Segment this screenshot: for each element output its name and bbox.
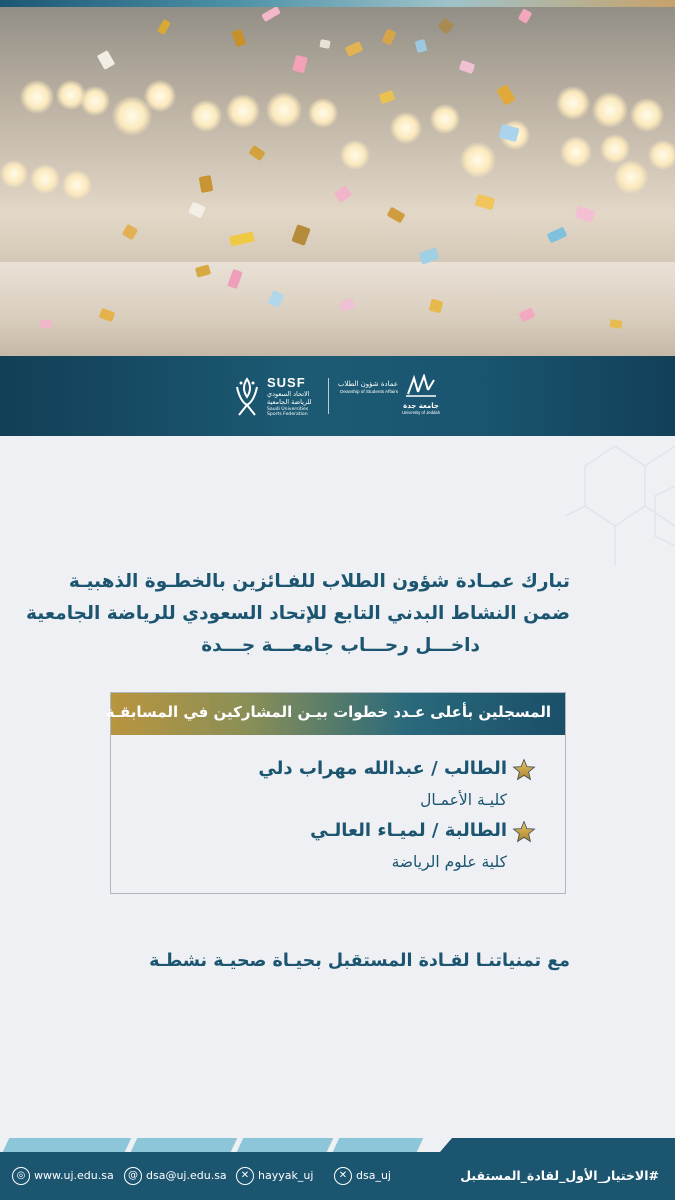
confetti [574, 205, 595, 222]
star-icon [512, 820, 536, 844]
intro-line-1: تبارك عمـادة شؤون الطلاب للفـائزين بالخطـوة الذهبيـة [68, 571, 570, 592]
footer-hashtag: #الاختيار_الأول_لقادة_المستقبل [460, 1168, 659, 1183]
bokeh-light [340, 140, 370, 170]
confetti [547, 227, 568, 244]
star-icon [512, 758, 536, 782]
confetti [229, 232, 255, 247]
hero-image [0, 0, 675, 356]
confetti [496, 84, 515, 106]
x-link-hayyak[interactable] [236, 1166, 313, 1186]
footer-bar [0, 1152, 675, 1200]
x-link-dsa[interactable] [334, 1166, 391, 1186]
winner-2-name: الطالبة / لميـاء العالـي [310, 820, 507, 841]
dsa-arabic-name: عمادة شؤون الطلاب [337, 380, 398, 388]
winner-1-name: الطالب / عبدالله مهراب دلي [258, 758, 507, 779]
susf-english-name: Saudi Universities Sports Federation [267, 407, 309, 417]
confetti [415, 39, 428, 53]
susf-acronym: SUSF [267, 375, 306, 390]
dsa-english-name: Deanship of Students Affairs [340, 389, 398, 394]
confetti [518, 8, 533, 23]
bokeh-light [560, 136, 592, 168]
x-handle-1-text: hayyak_uj [258, 1169, 314, 1182]
uj-logo [400, 374, 442, 418]
bokeh-light [460, 142, 496, 178]
confetti [334, 185, 352, 203]
bokeh-light [592, 92, 628, 128]
at-icon: @ [124, 1167, 142, 1185]
susf-arabic-name: الاتحاد السعودي للرياضة الجامعية [267, 390, 312, 406]
susf-emblem-icon [233, 375, 261, 417]
website-link[interactable] [12, 1166, 114, 1186]
bokeh-light [62, 170, 92, 200]
bokeh-light [630, 98, 664, 132]
bokeh-light [266, 92, 302, 128]
bokeh-light [600, 134, 630, 164]
winner-2 [310, 819, 507, 873]
confetti [382, 29, 397, 46]
confetti [261, 6, 281, 22]
susf-logo [233, 373, 323, 419]
footer-tabs-decoration [0, 1138, 420, 1152]
confetti [292, 55, 308, 74]
bokeh-light [556, 86, 590, 120]
bokeh-light [0, 160, 28, 188]
x-handle-2-text: dsa_uj [356, 1169, 391, 1182]
bokeh-light [648, 140, 675, 170]
confetti [199, 175, 214, 193]
winner-1-college: كليـة الأعمـال [420, 791, 507, 809]
footer-hashtag-tab [440, 1138, 675, 1152]
congratulation-text [26, 566, 570, 662]
winner-1 [258, 757, 507, 811]
corner-pattern-decoration [555, 436, 675, 586]
top-accent-stripe [0, 0, 675, 7]
dsa-logo [336, 380, 398, 414]
confetti [157, 19, 171, 35]
confetti [475, 194, 495, 210]
confetti [379, 90, 396, 104]
confetti [345, 41, 364, 57]
confetti [291, 224, 310, 246]
footer-tab [3, 1138, 132, 1152]
bokeh-light [226, 94, 260, 128]
logo-divider [328, 378, 329, 414]
confetti [438, 18, 455, 35]
winners-box [105, 692, 566, 894]
intro-line-3: داخـــل رحـــاب جامعـــة جـــدة [201, 635, 480, 656]
confetti [459, 60, 476, 74]
confetti [248, 145, 265, 161]
bokeh-light [614, 160, 648, 194]
globe-icon: ◎ [12, 1167, 30, 1185]
confetti [122, 224, 138, 240]
uj-arabic-name: جامعة جدة [403, 402, 439, 410]
bokeh-light [390, 112, 422, 144]
winners-box-header: المسجلين بأعلى عـدد خطوات بيـن المشاركين في المسابقـة [111, 693, 565, 735]
bokeh-light [144, 80, 176, 112]
email-link[interactable] [124, 1166, 227, 1186]
bokeh-light [308, 98, 338, 128]
email-text: dsa@uj.edu.sa [146, 1169, 227, 1182]
bokeh-light [80, 86, 110, 116]
bokeh-light [20, 80, 54, 114]
confetti [97, 50, 115, 70]
confetti [232, 29, 247, 47]
x-logo-icon: ✕ [236, 1167, 254, 1185]
uj-english-name: University of Jeddah [402, 410, 440, 415]
confetti [188, 202, 206, 219]
confetti [387, 207, 406, 224]
footer-tab [131, 1138, 238, 1152]
intro-line-2: ضمن النشاط البدني التابع للإتحاد السعودي للرياضة الجامعية [26, 603, 570, 624]
winner-2-college: كلية علوم الرياضة [391, 853, 507, 871]
uj-emblem-icon [404, 374, 438, 398]
confetti [319, 39, 330, 49]
closing-message: مع تمنياتنـا لقـادة المستقبل بحيـاة صحيـة نشطـة [149, 951, 570, 971]
footer-tab [333, 1138, 424, 1152]
bokeh-light [190, 100, 222, 132]
x-logo-icon: ✕ [334, 1167, 352, 1185]
logo-band [0, 356, 675, 436]
bokeh-light [430, 104, 460, 134]
bokeh-light [30, 164, 60, 194]
website-text: www.uj.edu.sa [34, 1169, 114, 1182]
footer-tab [237, 1138, 334, 1152]
